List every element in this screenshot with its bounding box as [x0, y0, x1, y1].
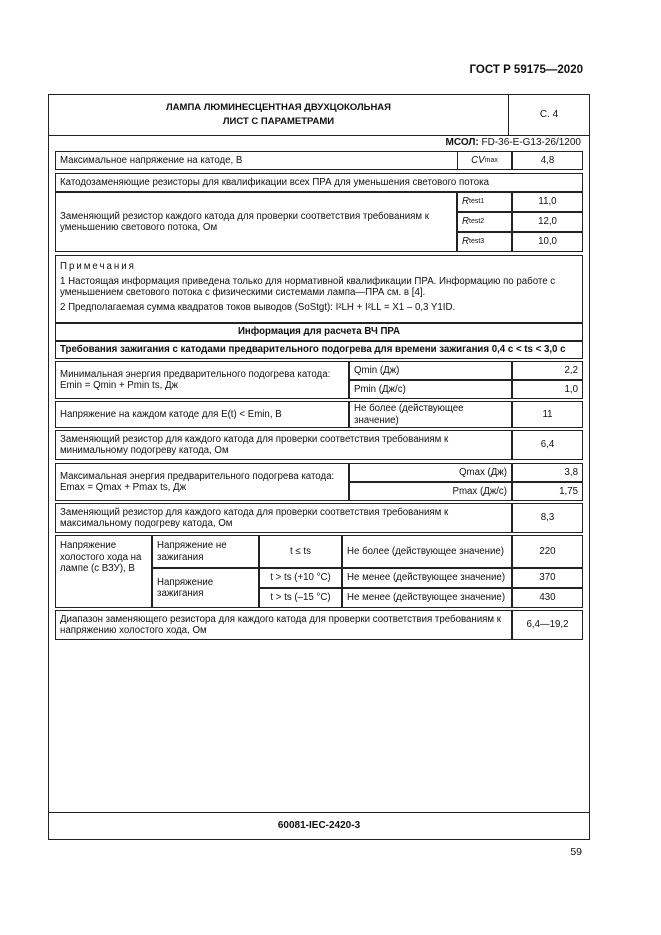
ignition-requirement-1: Не менее (действующее значение) — [342, 568, 512, 588]
r-sub: test3 — [469, 238, 485, 246]
ignition-voltage-label: Напряжение зажигания — [152, 568, 259, 608]
cv-sub: max — [484, 156, 498, 164]
min-preheat-label — [55, 361, 349, 399]
ignition-requirement-2: Не менее (действующее значение) — [342, 588, 512, 608]
r-test2-value: 12,0 — [512, 212, 583, 232]
substitution-resistors-heading: Катодозаменяющие резисторы для квалификации всех ПРА для уменьшения светового потока — [55, 173, 583, 192]
max-cathode-voltage-symbol — [457, 151, 512, 170]
resistor-max-preheat-value: 8,3 — [512, 503, 583, 533]
r-test3-value: 10,0 — [512, 232, 583, 252]
notes-block — [55, 255, 583, 323]
note-2: 2 Предполагаемая сумма квадратов токов выводов (SoStgt): I²LH + I²LL = X1 – 0,3 Y1ID. — [60, 301, 456, 313]
resistor-range-label: Диапазон заменяющего резистора для каждого катода для проверки соответствия требованиям к напряжению холостого хода, Ом — [55, 610, 512, 640]
q-min-value: 2,2 — [512, 361, 583, 380]
sheet-title — [49, 95, 509, 135]
min-preheat-line2: Emin = Qmin + Pmin ts, Дж — [60, 380, 179, 391]
resistor-min-preheat-value: 6,4 — [512, 430, 583, 460]
p-min-value: 1,0 — [512, 380, 583, 399]
q-max-label: Qmax (Дж) — [349, 463, 512, 482]
ignition-condition-2: t > ts (–15 °C) — [259, 588, 342, 608]
parameter-sheet — [48, 94, 590, 840]
p-max-value: 1,75 — [512, 482, 583, 501]
r-test3-symbol — [457, 232, 512, 252]
document-code: ГОСТ Р 59175—2020 — [469, 64, 583, 76]
sheet-title-line1: ЛАМПА ЛЮМИНЕСЦЕНТНАЯ ДВУХЦОКОЛЬНАЯ — [166, 102, 391, 113]
max-preheat-line2: Emax = Qmax + Pmax ts, Дж — [60, 482, 187, 493]
r-symbol: R — [462, 236, 469, 248]
r-symbol: R — [462, 216, 469, 228]
sheet-footer-code: 60081-IEC-2420-3 — [49, 812, 589, 839]
mcol-label: МСОЛ: — [445, 137, 479, 148]
p-min-label: Pmin (Дж/с) — [349, 380, 512, 399]
p-max-label: Pmax (Дж/с) — [349, 482, 512, 501]
r-symbol: R — [462, 196, 469, 208]
ignition-requirements-heading: Требования зажигания с катодами предварительного подогрева для времени зажигания 0,4 с < ts < 3,0 с — [55, 341, 583, 359]
non-ignition-voltage-label: Напряжение не зажигания — [152, 535, 259, 568]
non-ignition-value: 220 — [512, 535, 583, 568]
non-ignition-condition: t ≤ ts — [259, 535, 342, 568]
r-test1-value: 11,0 — [512, 192, 583, 212]
r-test2-symbol — [457, 212, 512, 232]
page-number: 59 — [570, 846, 582, 858]
ignition-value-2: 430 — [512, 588, 583, 608]
r-sub: test1 — [469, 198, 485, 206]
voltage-each-cathode-value: 11 — [512, 401, 583, 428]
substitution-resistor-label: Заменяющий резистор каждого катода для проверки соответствия требованиям к уменьшению светового потока, Ом — [55, 192, 457, 252]
sheet-number: С. 4 — [539, 109, 559, 120]
notes-heading: Примечания — [60, 261, 136, 272]
voltage-each-cathode-condition: Не более (действующее значение) — [349, 401, 512, 428]
ignition-condition-1: t > ts (+10 °C) — [259, 568, 342, 588]
open-circuit-voltage-label: Напряжение холостого хода на лампе (с ВЗУ), В — [55, 535, 152, 608]
q-min-label: Qmin (Дж) — [349, 361, 512, 380]
mcol-code — [446, 137, 581, 148]
mcol-value: FD-36-E-G13-26/1200 — [481, 137, 581, 148]
r-sub: test2 — [469, 218, 485, 226]
q-max-value: 3,8 — [512, 463, 583, 482]
ignition-value-1: 370 — [512, 568, 583, 588]
max-cathode-voltage-value: 4,8 — [512, 151, 583, 170]
non-ignition-requirement: Не более (действующее значение) — [342, 535, 512, 568]
cv-symbol: CV — [471, 154, 485, 166]
max-preheat-label — [55, 463, 349, 501]
sheet-header — [49, 95, 589, 136]
hf-section-heading: Информация для расчета ВЧ ПРА — [55, 323, 583, 341]
resistor-range-value: 6,4—19,2 — [512, 610, 583, 640]
sheet-title-line2: ЛИСТ С ПАРАМЕТРАМИ — [222, 116, 335, 127]
max-cathode-voltage-label: Максимальное напряжение на катоде, В — [55, 151, 507, 170]
min-preheat-line1: Минимальная энергия предварительного подогрева катода: — [60, 368, 331, 380]
r-test1-symbol — [457, 192, 512, 212]
resistor-min-preheat-label: Заменяющий резистор для каждого катода для проверки соответствия требованиям к минимальному подогреву катода, Ом — [55, 430, 512, 460]
voltage-each-cathode-label: Напряжение на каждом катоде для E(t) < Emin, В — [55, 401, 349, 428]
resistor-max-preheat-label: Заменяющий резистор для каждого катода для проверки соответствия требованиям к максимальному подогреву катода, Ом — [55, 503, 512, 533]
note-1: 1 Настоящая информация приведена только для нормативной квалификации ПРА. Информацию по работе с уменьшением светового потока с физическими системами лампа—ПРА см. в [4]. — [60, 275, 556, 298]
max-preheat-line1: Максимальная энергия предварительного подогрева катода: — [60, 470, 335, 482]
